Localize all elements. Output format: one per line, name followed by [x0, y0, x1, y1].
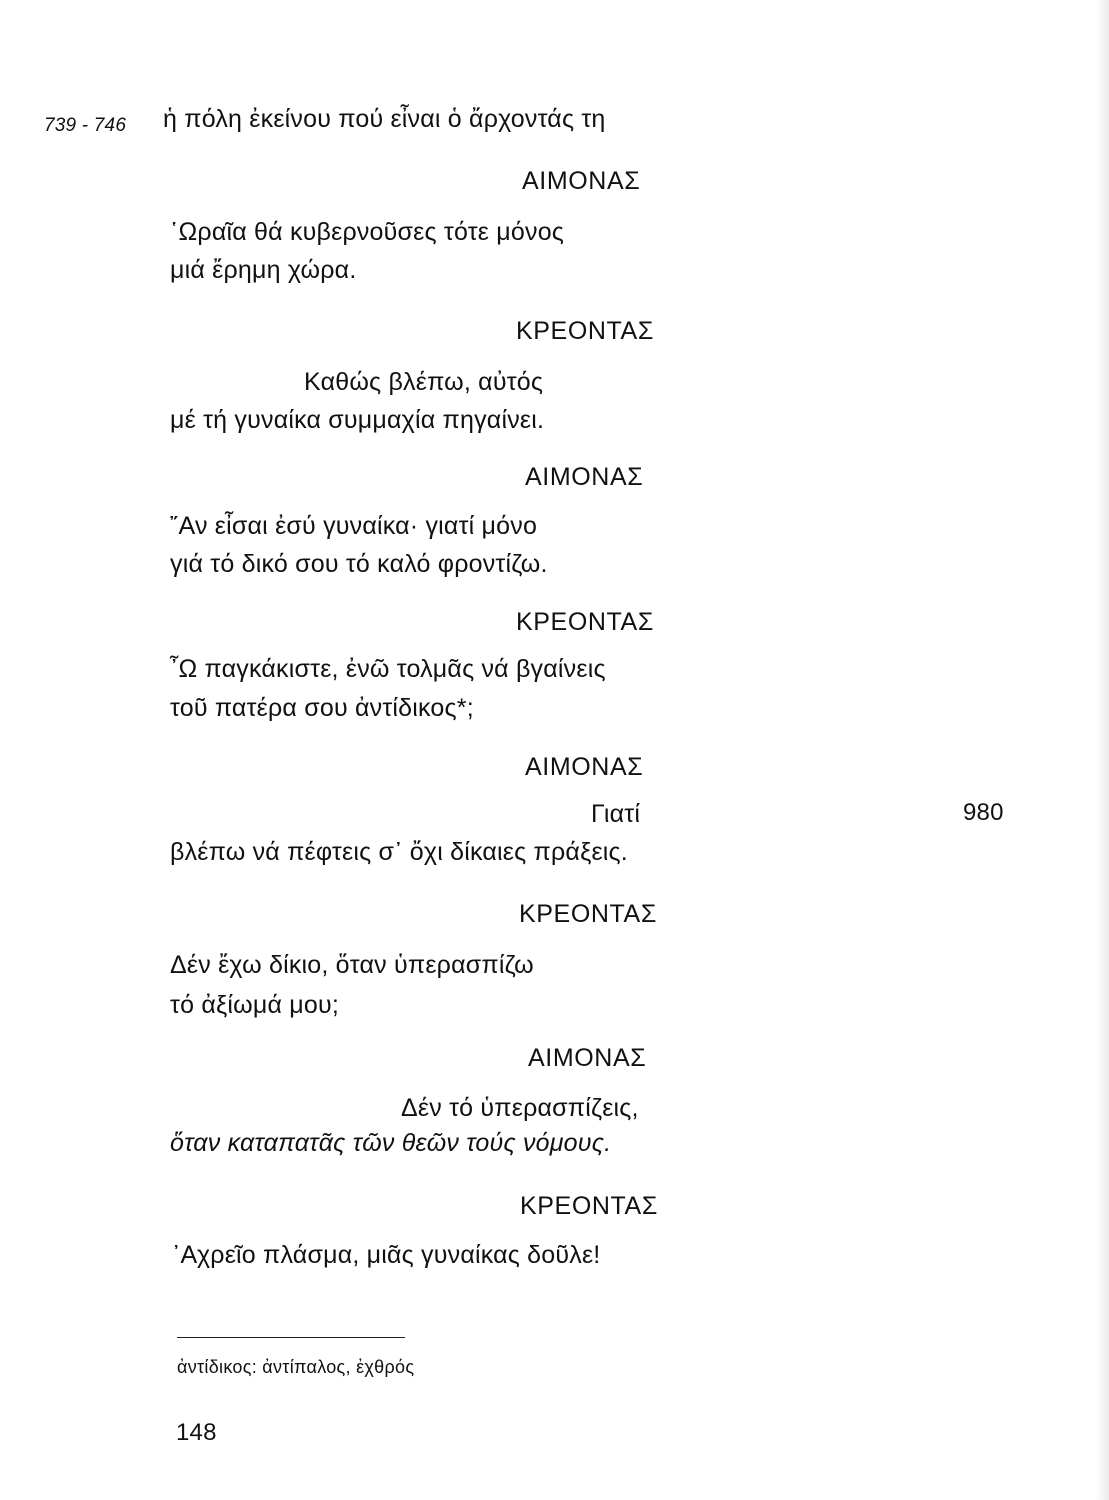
verse-line: γιά τό δικό σου τό καλό φροντίζω.: [170, 550, 548, 578]
line-range: 739 - 746: [44, 115, 127, 136]
verse-line: Δέν ἔχω δίκιο, ὅταν ὑπερασπίζω: [170, 951, 534, 979]
speaker-label: ΑΙΜΟΝΑΣ: [525, 463, 644, 491]
line-number: 980: [963, 799, 1004, 826]
speaker-label: ΚΡΕΟΝΤΑΣ: [519, 900, 657, 928]
verse-line: Καθώς βλέπω, αὐτός: [304, 368, 544, 396]
verse-line: μιά ἔρημη χώρα.: [170, 256, 357, 284]
verse-line: ᾿Αχρεῖο πλάσμα, μιᾶς γυναίκας δοῦλε!: [172, 1241, 601, 1269]
opening-verse-line: ἡ πόλη ἐκείνου πού εἶναι ὁ ἄρχοντάς τη: [163, 105, 606, 133]
page-edge-shadow: [1095, 0, 1109, 1500]
verse-line: Γιατί: [591, 800, 641, 828]
footnote: ἀντίδικος: ἀντίπαλος, ἐχθρός: [177, 1357, 415, 1377]
speaker-label: ΑΙΜΟΝΑΣ: [522, 167, 641, 195]
verse-line: βλέπω νά πέφτεις σ᾿ ὄχι δίκαιες πράξεις.: [170, 838, 628, 866]
verse-line: ῾Ωραῖα θά κυβερνοῦσες τότε μόνος: [170, 218, 565, 246]
speaker-label: ΚΡΕΟΝΤΑΣ: [516, 317, 654, 345]
verse-line: μέ τή γυναίκα συμμαχία πηγαίνει.: [170, 406, 545, 434]
speaker-label: ΑΙΜΟΝΑΣ: [528, 1044, 647, 1072]
verse-line: ῎Αν εἶσαι ἐσύ γυναίκα· γιατί μόνο: [170, 512, 538, 540]
verse-line: τοῦ πατέρα σου ἀντίδικος*;: [170, 694, 474, 722]
verse-line-italic: ὅταν καταπατᾶς τῶν θεῶν τούς νόμους.: [170, 1129, 612, 1157]
speaker-label: ΑΙΜΟΝΑΣ: [525, 753, 644, 781]
footnote-rule: [177, 1337, 405, 1338]
verse-line: τό ἀξίωμά μου;: [170, 991, 339, 1019]
verse-line: Δέν τό ὑπερασπίζεις,: [401, 1094, 639, 1122]
page-number: 148: [176, 1419, 217, 1446]
speaker-label: ΚΡΕΟΝΤΑΣ: [516, 608, 654, 636]
speaker-label: ΚΡΕΟΝΤΑΣ: [520, 1192, 658, 1220]
verse-line: ῏Ω παγκάκιστε, ἐνῶ τολμᾶς νά βγαίνεις: [170, 655, 606, 683]
